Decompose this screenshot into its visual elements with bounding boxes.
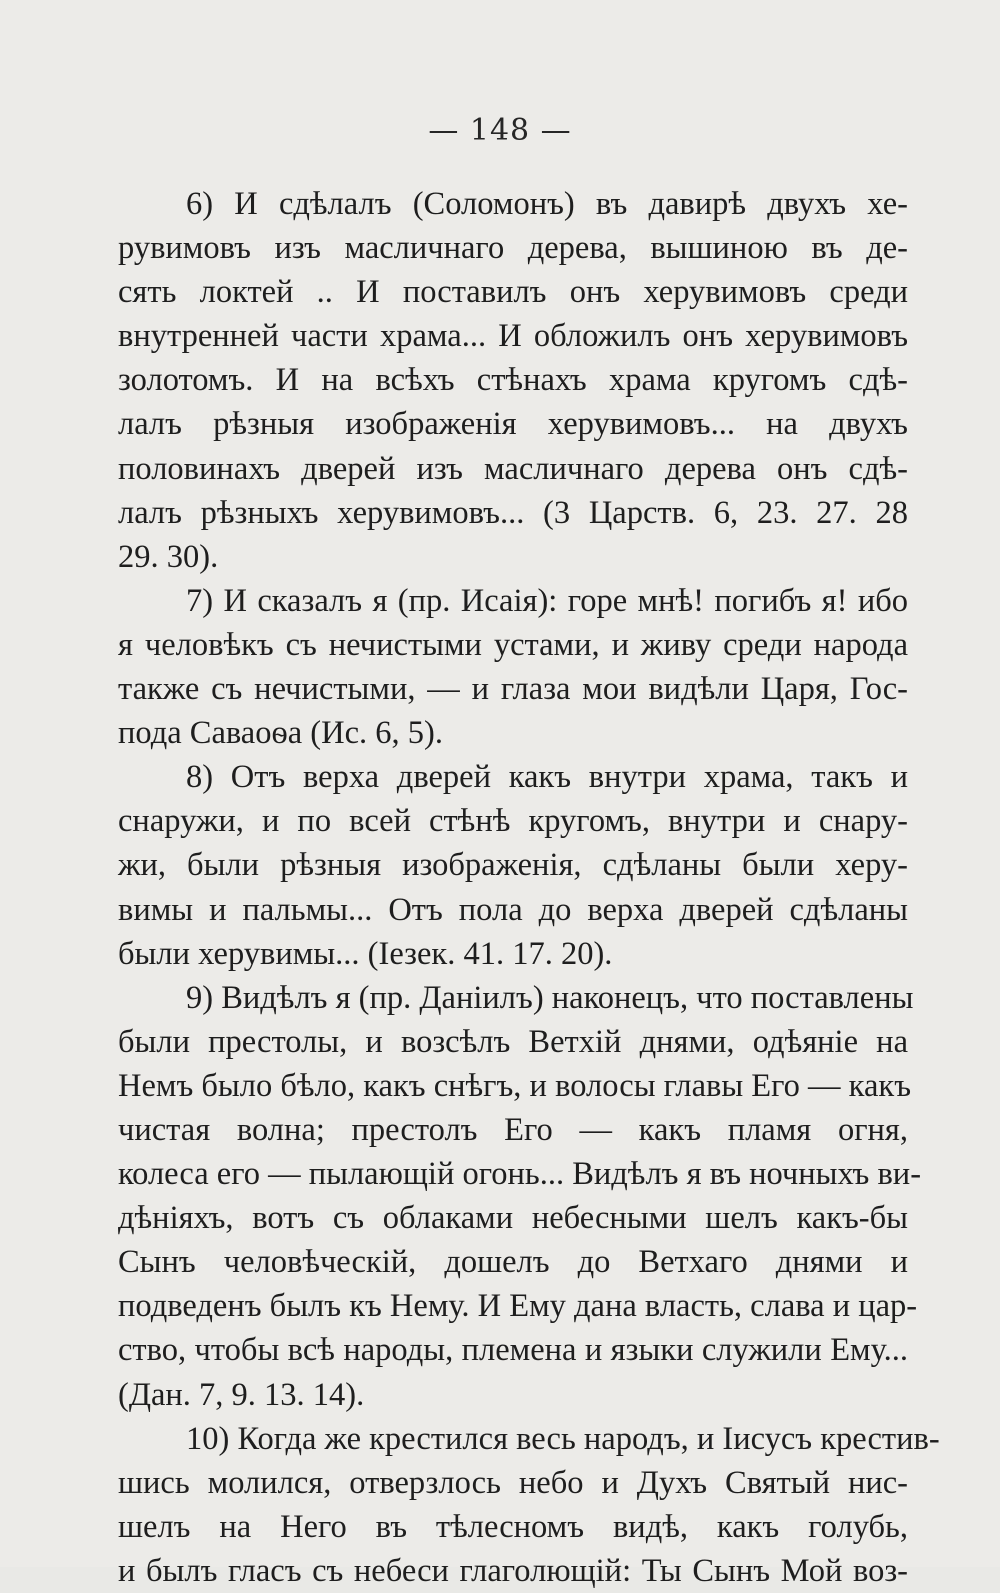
text-line: половинахъ дверей изъ масличнаго дерева онъ сдѣ- [118,450,908,487]
text-line: 10) Когда же крестился весь народъ, и Iисусъ крестив- [186,1420,940,1457]
text-line: вимы и пальмы... Отъ пола до верха дверей сдѣланы [118,891,908,928]
text-line: шелъ на Него въ тѣлесномъ видѣ, какъ голубь, [118,1508,908,1545]
text-line: лалъ рѣзныя изображенія херувимовъ... на двухъ [118,406,908,443]
text-line: 29. 30). [118,538,219,575]
page-number: — 148 — [428,113,572,148]
text-line: (Дан. 7, 9. 13. 14). [118,1376,365,1413]
text-line: ство, чтобы всѣ народы, племена и языки служили Ему... [118,1332,908,1369]
text-line: 8) Отъ верха дверей какъ внутри храма, такъ и [186,759,908,796]
text-line: рувимовъ изъ масличнаго дерева, вышиною въ де- [118,230,908,267]
body-text [118,182,940,1593]
text-line: были херувимы... (Iезек. 41. 17. 20). [118,935,613,972]
text-line: я человѣкъ съ нечистыми устами, и живу среди народа [118,626,908,663]
text-line: 9) Видѣлъ я (пр. Даніилъ) наконецъ, что поставлены [186,979,914,1016]
text-line: пода Саваоѳа (Ис. 6, 5). [118,715,443,752]
text-line: подведенъ былъ къ Нему. И Ему дана власть, слава и цар- [118,1288,918,1325]
text-line: также съ нечистыми, — и глаза мои видѣли Царя, Гос- [118,671,908,708]
text-line: колеса его — пылающій огонь... Видѣлъ я въ ночныхъ ви- [118,1156,922,1193]
text-line: золотомъ. И на всѣхъ стѣнахъ храма кругомъ сдѣ- [118,362,908,399]
text-line: Немъ было бѣло, какъ снѣгъ, и волосы главы Его — какъ [118,1067,911,1104]
text-line: снаружи, и по всей стѣнѣ кругомъ, внутри и снару- [118,803,908,840]
text-line: были престолы, и возсѣлъ Ветхій днями, одѣяніе на [118,1023,908,1060]
text-line: сять локтей .. И поставилъ онъ херувимовъ среди [118,274,908,311]
text-line: чистая волна; престолъ Его — какъ пламя огня, [118,1111,908,1148]
text-line: 6) И сдѣлалъ (Соломонъ) въ давирѣ двухъ хе- [186,186,908,222]
text-line: 7) И сказалъ я (пр. Исаія): горе мнѣ! погибъ я! ибо [186,582,908,619]
text-line: дѣніяхъ, вотъ съ облаками небесными шелъ какъ-бы [118,1200,908,1237]
text-line: Сынъ человѣческій, дошелъ до Ветхаго днями и [118,1244,908,1281]
text-line: лалъ рѣзныхъ херувимовъ... (3 Царств. 6, 23. 27. 28 [118,494,908,531]
text-line: внутренней части храма... И обложилъ онъ херувимовъ [118,318,908,355]
text-line: и былъ гласъ съ небеси глаголющій: Ты Сынъ Мой воз- [118,1552,908,1589]
text-line: жи, были рѣзныя изображенія, сдѣланы были херу- [118,847,908,884]
text-line: шись молился, отверзлось небо и Духъ Святый нис- [118,1464,908,1501]
